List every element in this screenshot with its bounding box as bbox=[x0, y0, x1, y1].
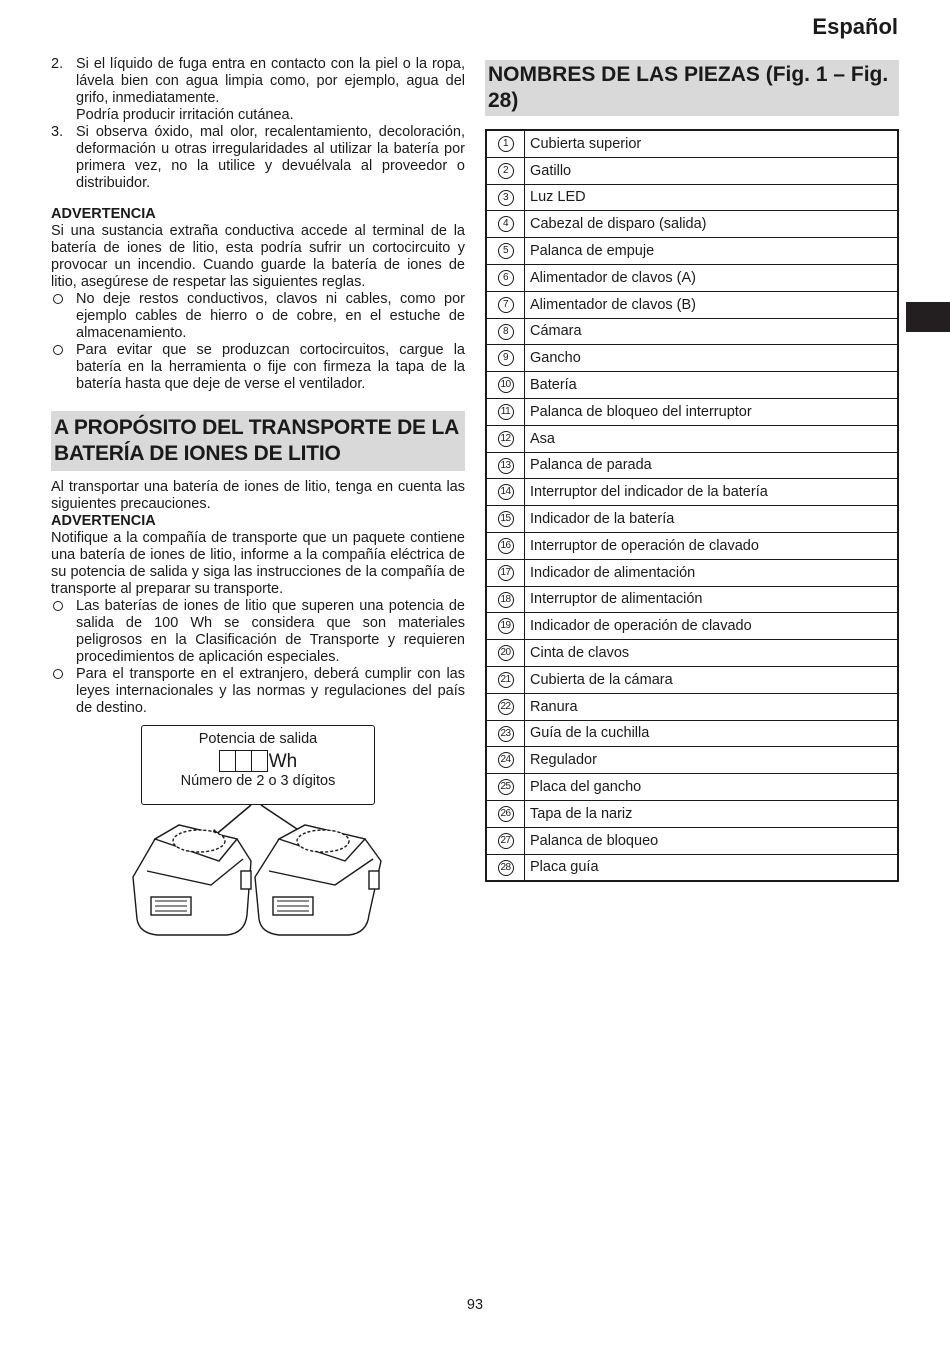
part-number: 19 bbox=[498, 618, 514, 634]
numbered-item bbox=[51, 56, 465, 124]
table-row bbox=[486, 157, 898, 184]
table-row bbox=[486, 720, 898, 747]
table-row bbox=[486, 398, 898, 425]
part-name: Batería bbox=[525, 372, 899, 399]
bullet-item: No deje restos conductivos, clavos ni cables, como por ejemplo cables de hierro o de cobre, en el estuche de almacenamiento. bbox=[51, 291, 465, 342]
part-name: Gatillo bbox=[525, 157, 899, 184]
warning-text: Si una sustancia extraña conductiva accede al terminal de la batería de iones de litio, esta podría sufrir un cortocircuito y provocar un incendio. Cuando guarde la batería de iones de litio, asegúrese de respetar las siguientes reglas. bbox=[51, 223, 465, 290]
part-number: 7 bbox=[498, 297, 514, 313]
part-name: Palanca de empuje bbox=[525, 238, 899, 265]
section-intro: Al transportar una batería de iones de litio, tenga en cuenta las siguientes precauciones. bbox=[51, 479, 465, 512]
part-name: Alimentador de clavos (B) bbox=[525, 291, 899, 318]
part-number: 15 bbox=[498, 511, 514, 527]
table-row bbox=[486, 264, 898, 291]
part-number: 13 bbox=[498, 458, 514, 474]
part-name: Palanca de bloqueo bbox=[525, 827, 899, 854]
part-number: 18 bbox=[498, 592, 514, 608]
part-name: Indicador de operación de clavado bbox=[525, 613, 899, 640]
part-number: 20 bbox=[498, 645, 514, 661]
table-row bbox=[486, 559, 898, 586]
table-row bbox=[486, 425, 898, 452]
part-number: 9 bbox=[498, 350, 514, 366]
part-number: 1 bbox=[498, 136, 514, 152]
table-row bbox=[486, 532, 898, 559]
table-row bbox=[486, 184, 898, 211]
page-number: 93 bbox=[466, 1297, 484, 1313]
bullet-item: Para evitar que se produzcan cortocircuitos, cargue la batería en la herramienta o fije con firmeza la tapa de la batería hasta que deje de verse el ventilador. bbox=[51, 342, 465, 393]
part-name: Indicador de alimentación bbox=[525, 559, 899, 586]
part-name: Interruptor de alimentación bbox=[525, 586, 899, 613]
left-column bbox=[51, 56, 465, 941]
part-number: 2 bbox=[498, 163, 514, 179]
parts-table bbox=[485, 129, 899, 882]
table-row bbox=[486, 854, 898, 881]
warning-text: Notifique a la compañía de transporte que un paquete contiene una batería de iones de litio, informe a la compañía eléctrica de su potencia de salida y siga las instrucciones de la compañía de transporte al preparar su transporte. bbox=[51, 530, 465, 597]
part-number: 4 bbox=[498, 216, 514, 232]
table-row bbox=[486, 666, 898, 693]
right-column bbox=[485, 60, 899, 882]
table-row bbox=[486, 452, 898, 479]
part-name: Cinta de clavos bbox=[525, 640, 899, 667]
part-number: 17 bbox=[498, 565, 514, 581]
table-row bbox=[486, 479, 898, 506]
part-number: 25 bbox=[498, 779, 514, 795]
table-row bbox=[486, 291, 898, 318]
language-label: Español bbox=[812, 14, 898, 39]
part-name: Interruptor del indicador de la batería bbox=[525, 479, 899, 506]
part-name: Palanca de bloqueo del interruptor bbox=[525, 398, 899, 425]
part-number: 11 bbox=[498, 404, 514, 420]
part-number: 24 bbox=[498, 752, 514, 768]
part-name: Guía de la cuchilla bbox=[525, 720, 899, 747]
part-number: 14 bbox=[498, 484, 514, 500]
table-row bbox=[486, 372, 898, 399]
battery-output-figure bbox=[51, 721, 465, 941]
numbered-item bbox=[51, 124, 465, 192]
table-row bbox=[486, 693, 898, 720]
part-name: Placa guía bbox=[525, 854, 899, 881]
part-number: 5 bbox=[498, 243, 514, 259]
part-name: Asa bbox=[525, 425, 899, 452]
part-name: Cabezal de disparo (salida) bbox=[525, 211, 899, 238]
bullet-item: Para el transporte en el extranjero, deberá cumplir con las leyes internacionales y las normas y regulaciones del país de destino. bbox=[51, 666, 465, 717]
part-number: 6 bbox=[498, 270, 514, 286]
table-row bbox=[486, 747, 898, 774]
part-name: Cubierta de la cámara bbox=[525, 666, 899, 693]
part-number: 21 bbox=[498, 672, 514, 688]
table-row bbox=[486, 238, 898, 265]
callout-note: Número de 2 o 3 dígitos bbox=[180, 773, 336, 789]
table-row bbox=[486, 586, 898, 613]
part-name: Placa del gancho bbox=[525, 774, 899, 801]
part-name: Interruptor de operación de clavado bbox=[525, 532, 899, 559]
table-row bbox=[486, 211, 898, 238]
section-heading-transport: A PROPÓSITO DEL TRANSPORTE DE LA BATERÍA DE IONES DE LITIO bbox=[51, 411, 465, 471]
item-text: Si observa óxido, mal olor, recalentamiento, decoloración, deformación u otras irregularidades al utilizar la batería por primera vez, no la utilice y devuélvala al proveedor o distribuidor. bbox=[76, 124, 465, 191]
part-number: 27 bbox=[498, 833, 514, 849]
part-name: Cubierta superior bbox=[525, 130, 899, 157]
table-row bbox=[486, 318, 898, 345]
table-row bbox=[486, 130, 898, 157]
item-number: 3. bbox=[51, 124, 64, 140]
part-number: 12 bbox=[498, 431, 514, 447]
digit-boxes bbox=[219, 750, 268, 772]
table-row bbox=[486, 800, 898, 827]
bullet-item: Las baterías de iones de litio que superen una potencia de salida de 100 Wh se considera que son materiales peligrosos en la Clasificación de Transporte y requieren procedimientos de aplicación especiales. bbox=[51, 598, 465, 666]
part-name: Alimentador de clavos (A) bbox=[525, 264, 899, 291]
table-row bbox=[486, 774, 898, 801]
part-number: 16 bbox=[498, 538, 514, 554]
circle-bullet-icon bbox=[51, 291, 76, 342]
output-rating-callout bbox=[141, 725, 375, 805]
table-row bbox=[486, 506, 898, 533]
part-name: Indicador de la batería bbox=[525, 506, 899, 533]
unit-label: Wh bbox=[268, 751, 298, 772]
table-row bbox=[486, 345, 898, 372]
warning-title: ADVERTENCIA bbox=[51, 206, 156, 222]
part-number: 3 bbox=[498, 190, 514, 206]
part-number: 10 bbox=[498, 377, 514, 393]
part-name: Luz LED bbox=[525, 184, 899, 211]
circle-bullet-icon bbox=[51, 342, 76, 393]
item-number: 2. bbox=[51, 56, 64, 72]
part-name: Gancho bbox=[525, 345, 899, 372]
warning-title: ADVERTENCIA bbox=[51, 513, 156, 529]
circle-bullet-icon bbox=[51, 598, 76, 666]
part-name: Cámara bbox=[525, 318, 899, 345]
callout-title: Potencia de salida bbox=[198, 731, 318, 747]
circle-bullet-icon bbox=[51, 666, 76, 717]
part-number: 23 bbox=[498, 726, 514, 742]
section-heading-parts: NOMBRES DE LAS PIEZAS (Fig. 1 – Fig. 28) bbox=[485, 60, 899, 116]
item-text: Si el líquido de fuga entra en contacto con la piel o la ropa, lávela bien con agua limpia como, por ejemplo, agua del grifo, inmediatamente. bbox=[76, 56, 465, 106]
section-tab-marker bbox=[906, 302, 950, 332]
item-subtext: Podría producir irritación cutánea. bbox=[76, 107, 294, 123]
table-row bbox=[486, 827, 898, 854]
part-name: Palanca de parada bbox=[525, 452, 899, 479]
part-number: 26 bbox=[498, 806, 514, 822]
part-number: 22 bbox=[498, 699, 514, 715]
part-name: Tapa de la nariz bbox=[525, 800, 899, 827]
part-name: Regulador bbox=[525, 747, 899, 774]
table-row bbox=[486, 640, 898, 667]
part-number: 28 bbox=[498, 860, 514, 876]
part-name: Ranura bbox=[525, 693, 899, 720]
table-row bbox=[486, 613, 898, 640]
part-number: 8 bbox=[498, 324, 514, 340]
